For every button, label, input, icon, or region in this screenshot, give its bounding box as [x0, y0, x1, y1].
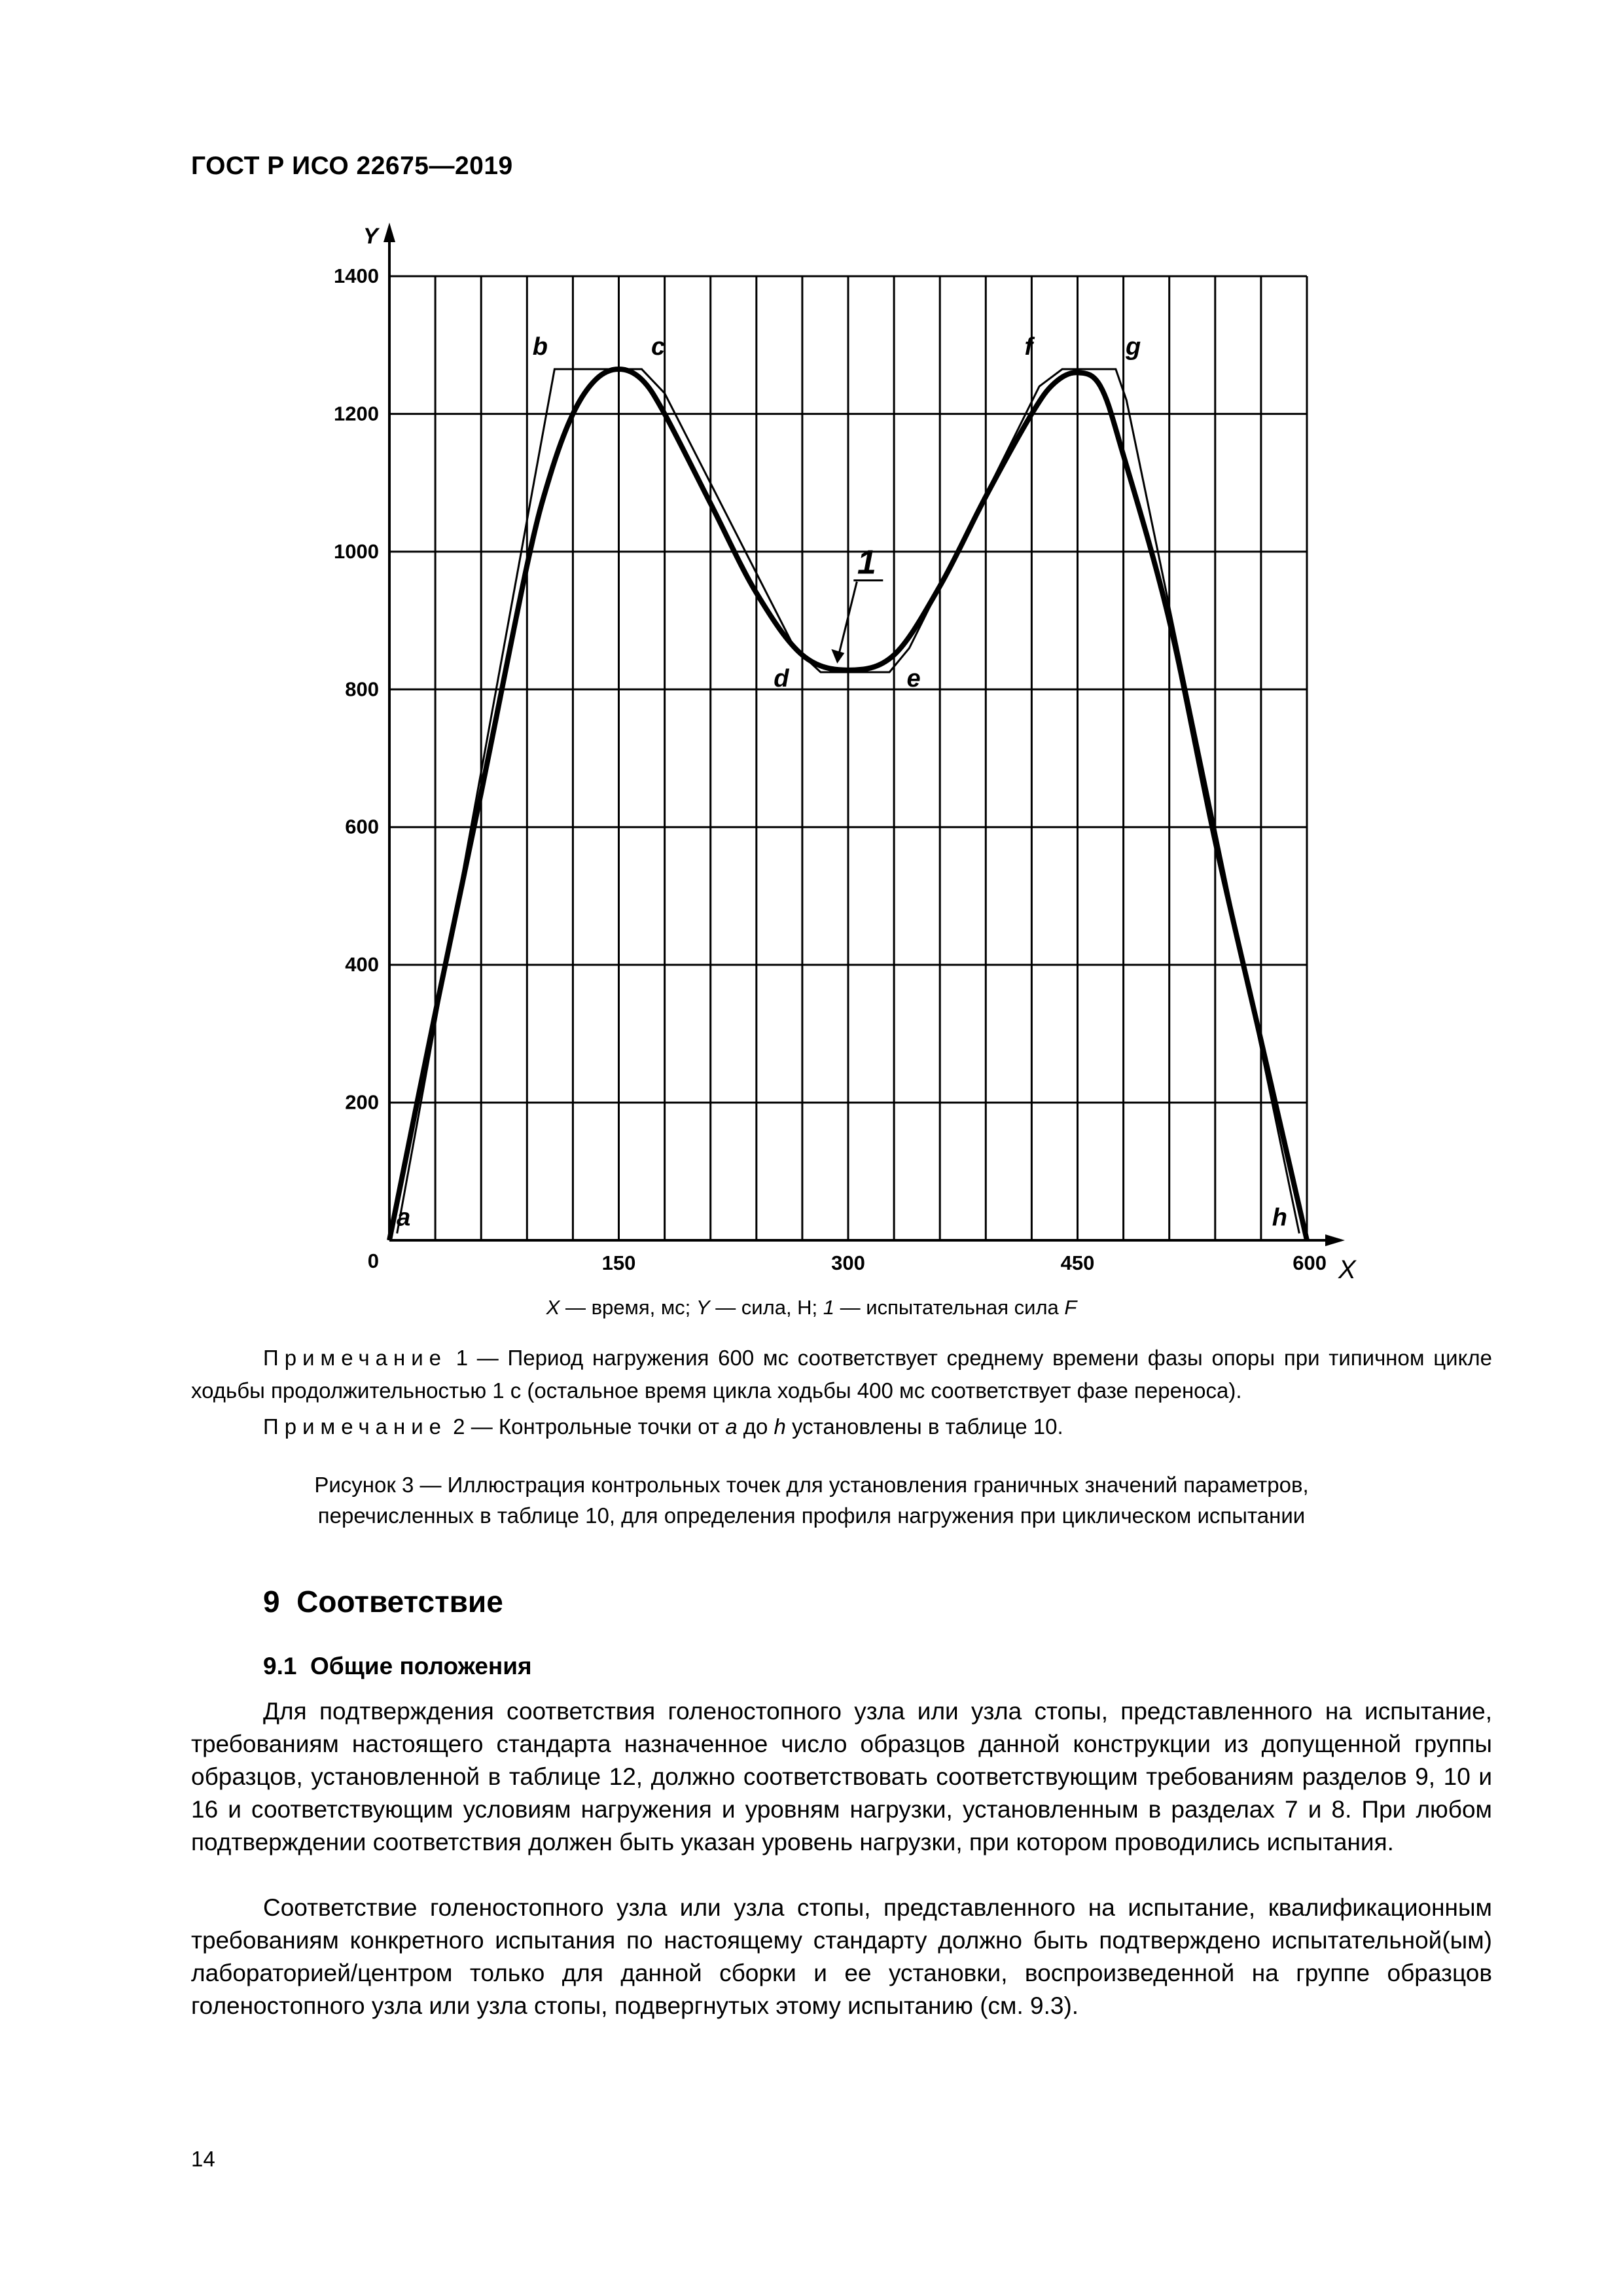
- section-title: Соответствие: [296, 1585, 503, 1619]
- x-tick-label: 300: [831, 1251, 865, 1274]
- legend-y-var: Y: [696, 1296, 710, 1319]
- x-tick-label: 600: [1293, 1251, 1327, 1274]
- page-number: 14: [191, 2147, 215, 2171]
- section-heading: [263, 1584, 503, 1619]
- legend-x-desc: — время, мс;: [560, 1296, 696, 1319]
- note-2-h: h: [774, 1414, 786, 1439]
- control-point-label-c: c: [651, 333, 666, 361]
- x-axis-arrow: [1325, 1234, 1345, 1246]
- y-tick-label: 600: [345, 815, 379, 838]
- y-axis-arrow: [383, 223, 395, 242]
- paragraph-1: Для подтверждения соответствия голеностопного узла или узла стопы, представленного на испытание, требованиям настоящего стандарта назначенное число образцов данной конструкции из допущенной группы образцов, установленной в таблице 12, должно соответствовать соответствующим требованиям разделов 9, 10 и 16 и соответствующим условиям нагружения и уровням нагрузки, установленным в разделах 7 и 8. При любом подтверждении соответствия должен быть указан уровень нагрузки, при котором проводились испытания.: [191, 1698, 1492, 1856]
- y-axis-title: Y: [363, 224, 378, 249]
- y-tick-label: 200: [345, 1090, 379, 1114]
- x-tick-label: 450: [1060, 1251, 1095, 1274]
- figure-caption-line-2: перечисленных в таблице 10, для определения профиля нагружения при циклическом испытании: [317, 1503, 1306, 1528]
- legend-f-var: F: [1064, 1296, 1077, 1319]
- note-1-label: Примечание: [263, 1346, 448, 1370]
- callout-leader: [837, 582, 857, 661]
- subsection-heading: [263, 1653, 532, 1680]
- x-axis-title: X: [1338, 1255, 1356, 1284]
- chart-tick-labels: [334, 264, 1327, 1274]
- load-profile-chart: [334, 216, 1387, 1289]
- control-point-label-e: e: [906, 664, 921, 692]
- y-tick-label: 1000: [334, 539, 379, 563]
- note-2-label: Примечание: [263, 1414, 448, 1439]
- legend-one-var: 1: [823, 1296, 835, 1319]
- y-tick-label: 1400: [334, 264, 379, 287]
- figure-legend: [196, 1296, 1427, 1319]
- document-header: ГОСТ Р ИСО 22675—2019: [191, 152, 513, 180]
- figure-note-1: [191, 1342, 1492, 1407]
- figure-note-2: [263, 1410, 1492, 1443]
- chart-axes: [363, 223, 1357, 1284]
- y-tick-label: 800: [345, 677, 379, 701]
- control-point-label-d: d: [774, 664, 789, 692]
- legend-y-desc: — сила, Н;: [709, 1296, 823, 1319]
- legend-one-desc: — испытательная сила: [834, 1296, 1065, 1319]
- figure-caption: [196, 1469, 1427, 1531]
- note-2-text-a: 2 — Контрольные точки от: [447, 1414, 726, 1439]
- note-2-text-b: до: [737, 1414, 774, 1439]
- callout-arrowhead: [831, 649, 844, 664]
- origin-label: 0: [367, 1249, 379, 1272]
- x-tick-label: 150: [601, 1251, 636, 1274]
- control-point-label-a: a: [397, 1204, 411, 1232]
- note-1-text: 1 — Период нагружения 600 мс соответствует среднему времени фазы опоры при типичном цикле ходьбы продолжительностью 1 с (остальное время цикла ходьбы 400 мс соответствует фазе переноса).: [191, 1346, 1492, 1403]
- chart-grid: [389, 276, 1307, 1240]
- y-tick-label: 1200: [334, 402, 379, 425]
- control-point-label-h: h: [1272, 1204, 1287, 1232]
- paragraph-2: Соответствие голеностопного узла или узла стопы, представленного на испытание, квалификационным требованиям конкретного испытания по настоящему стандарту должно быть подтверждено испытательной(ым) лабораторией/центром только для данной сборки и ее установки, воспроизведенной на группе образцов голеностопного узла или узла стопы, подвергнутых этому испытанию (см. 9.3).: [191, 1894, 1492, 2019]
- control-point-label-f: f: [1024, 333, 1033, 361]
- chart-control-point-labels: [397, 333, 1287, 1231]
- chart-callout: [831, 544, 883, 664]
- note-2-text-c: установлены в таблице 10.: [785, 1414, 1063, 1439]
- legend-x-var: X: [546, 1296, 560, 1319]
- y-tick-label: 400: [345, 953, 379, 977]
- section-number: 9: [263, 1585, 280, 1619]
- callout-label: 1: [857, 543, 876, 582]
- control-point-label-b: b: [532, 333, 548, 361]
- control-point-label-g: g: [1125, 333, 1141, 361]
- note-2-a: a: [725, 1414, 738, 1439]
- subsection-title: Общие положения: [310, 1653, 532, 1679]
- subsection-number: 9.1: [263, 1653, 297, 1679]
- figure-caption-line-1: Рисунок 3 — Иллюстрация контрольных точек для установления граничных значений параметров,: [314, 1473, 1309, 1497]
